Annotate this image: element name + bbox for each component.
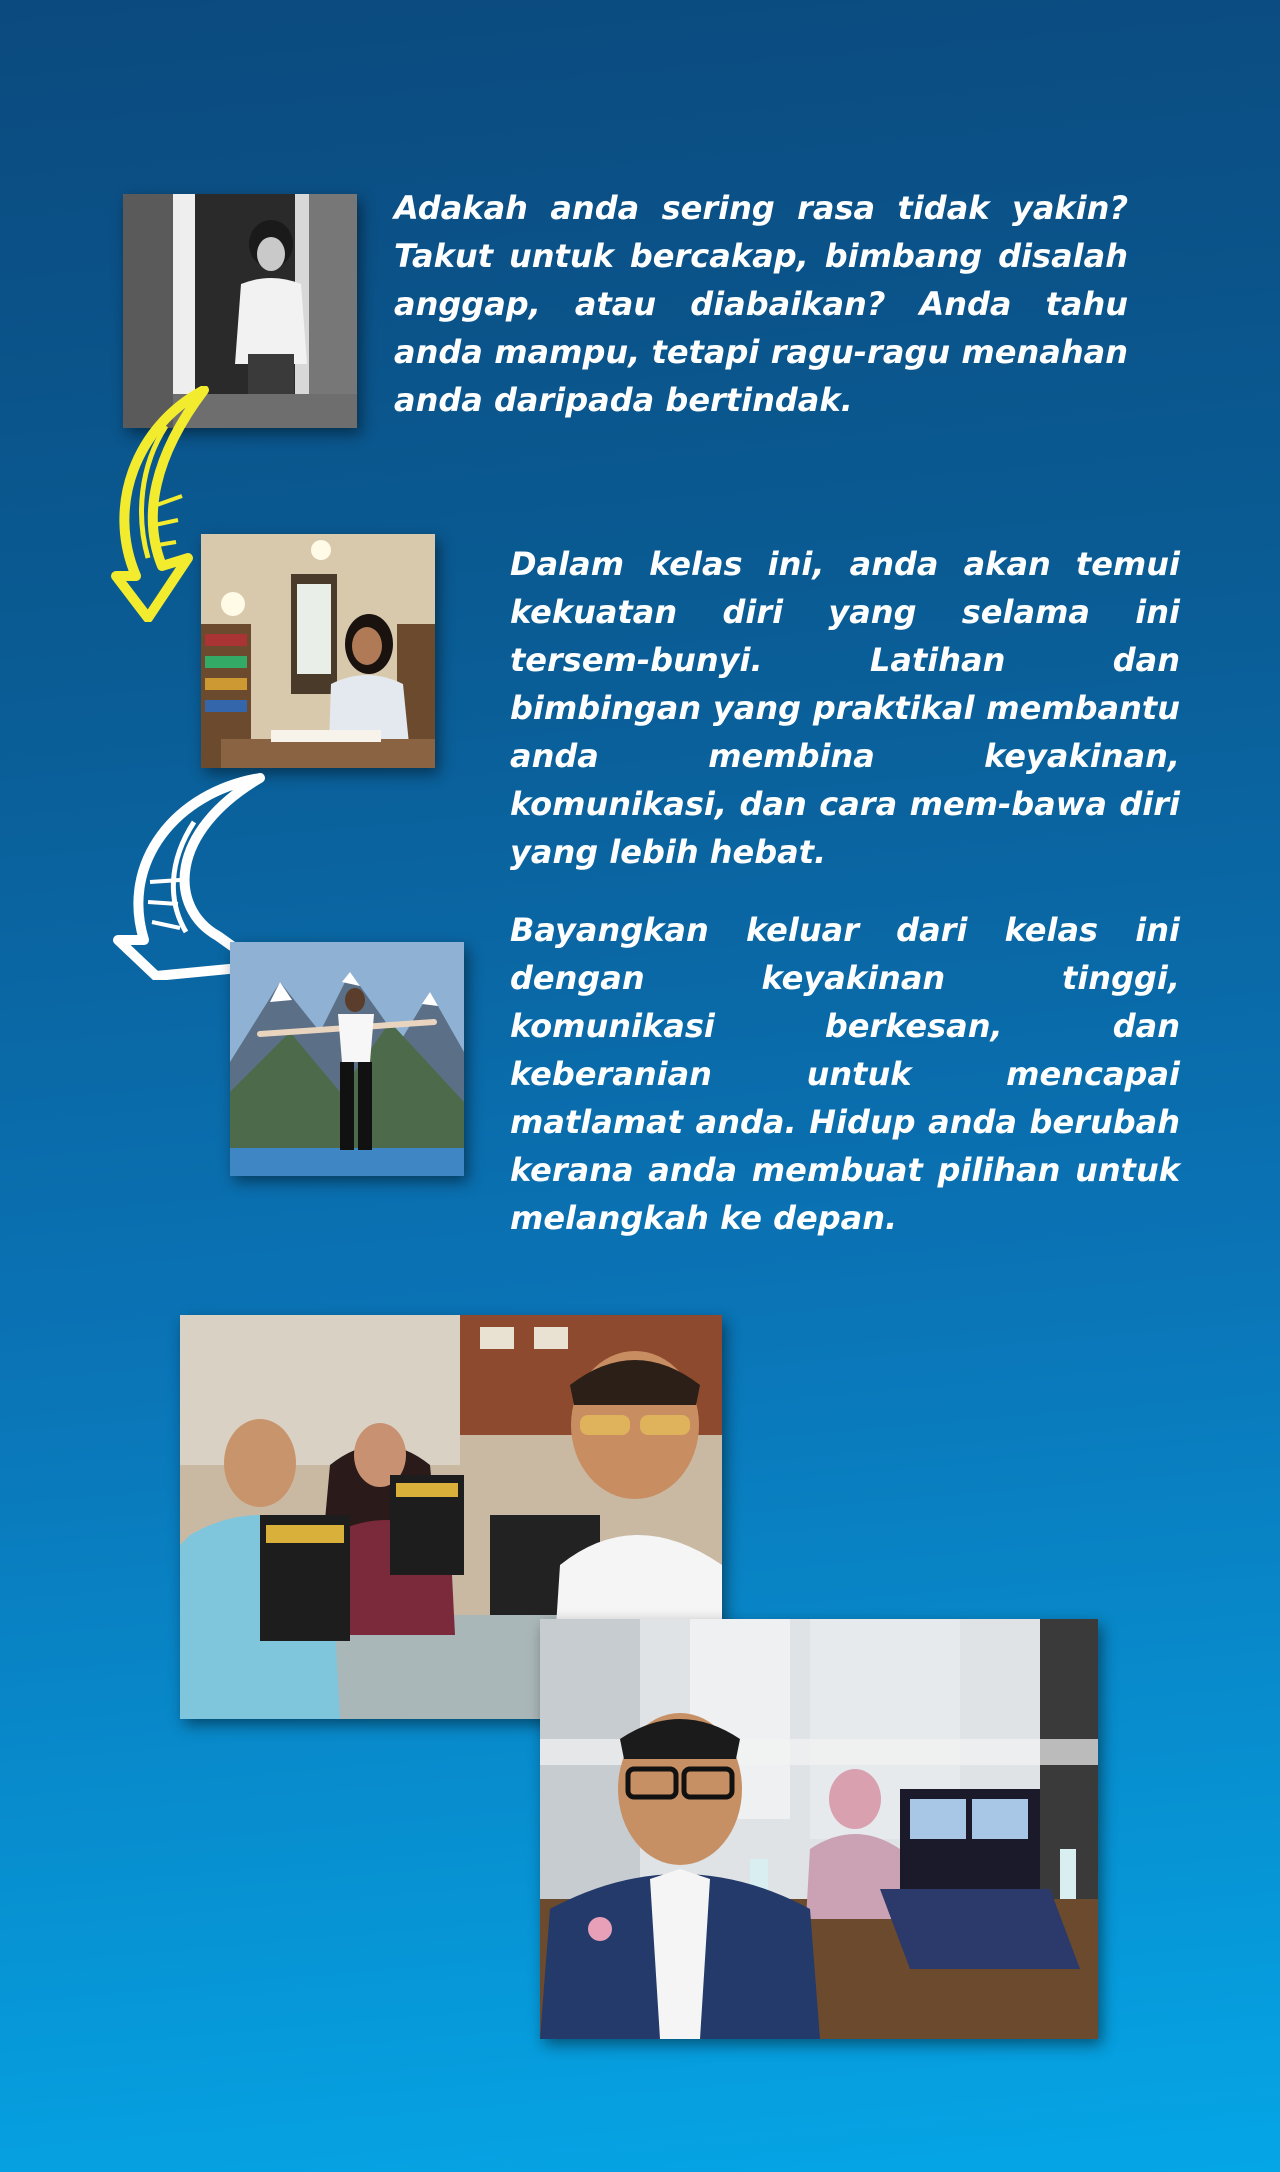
section-3-text: Bayangkan keluar dari kelas ini dengan keyakinan tinggi, komunikasi berkesan, dan keberanian untuk mencapai matlamat anda. Hidup anda berubah kerana anda membuat pilihan untuk melangkah ke depan. xyxy=(510,911,1180,1237)
woman-mountain-view-photo xyxy=(230,942,464,1176)
section-2-text: Dalam kelas ini, anda akan temui kekuatan diri yang selama ini tersem-bunyi. Latihan dan bimbingan yang praktikal membantu anda membina keyakinan, komunikasi, dan cara mem-bawa diri yang lebih hebat. xyxy=(510,545,1180,871)
woman-studying-library-photo xyxy=(201,534,435,768)
office-selfie-video-call-photo xyxy=(540,1619,1098,2039)
section-1-text: Adakah anda sering rasa tidak yakin? Takut untuk bercakap, bimbang disalah anggap, atau diabaikan? Anda tahu anda mampu, tetapi ragu-ragu menahan anda daripada bertindak. xyxy=(394,189,1128,419)
